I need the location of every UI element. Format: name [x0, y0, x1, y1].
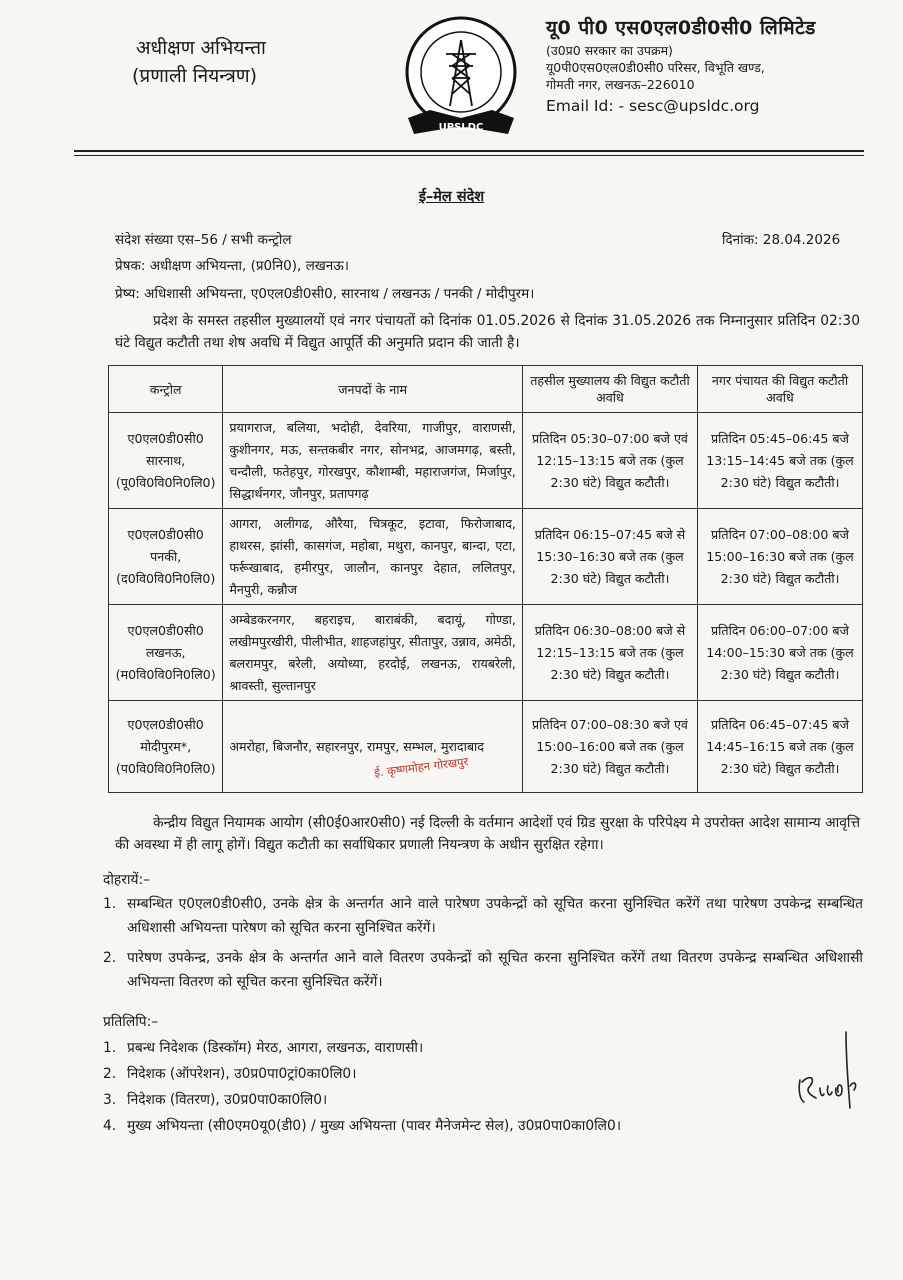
header-rule-bottom: [74, 155, 864, 156]
office-department: (प्रणाली नियन्त्रण): [132, 65, 258, 87]
signature-icon: [794, 1028, 864, 1118]
cell-control: ए0एल0डी0सी0 लखनऊ, (म0वि0वि0नि0लि0): [109, 605, 223, 701]
company-name: यू0 पी0 एस0एल0डी0सी0 लिमिटेड: [546, 17, 816, 39]
logo-text: UPSLDC: [438, 122, 484, 133]
cerc-paragraph: [115, 812, 860, 856]
intro-paragraph: [115, 310, 860, 354]
message-reference: संदेश संख्या एस–56 / सभी कन्ट्रोल: [115, 232, 292, 248]
list-number: 3.: [103, 1092, 117, 1108]
cell-tehsil-cut: प्रतिदिन 06:30–08:00 बजे से 12:15–13:15 बजे तक (कुल 2:30 घंटे) विद्युत कटौती।: [522, 605, 697, 701]
message-recipient: प्रेष्य: अधिशासी अभियन्ता, ए0एल0डी0सी0, सारनाथ / लखनऊ / पनकी / मोदीपुरम।: [115, 286, 535, 302]
list-number: 2.: [103, 950, 117, 966]
document-title-text: ई–मेल संदेश: [418, 189, 485, 205]
list-item: [103, 1088, 863, 1112]
list-number: 4.: [103, 1118, 117, 1134]
company-header: [546, 14, 886, 117]
header-rule-top: [74, 150, 864, 152]
cell-nagar-cut: प्रतिदिन 07:00–08:00 बजे 15:00–16:30 बजे तक (कुल 2:30 घंटे) विद्युत कटौती।: [698, 509, 863, 605]
header-districts: जनपदों के नाम: [223, 366, 523, 413]
company-subtitle: (उ0प्र0 सरकार का उपक्रम): [546, 43, 673, 58]
header-tehsil-cut: तहसील मुख्यालय की विद्युत कटौती अवधि: [522, 366, 697, 413]
table-row: [109, 605, 863, 701]
cell-control: ए0एल0डी0सी0 पनकी, (द0वि0वि0नि0लि0): [109, 509, 223, 605]
table-row: [109, 701, 863, 793]
cell-tehsil-cut: प्रतिदिन 07:00–08:30 बजे एवं 15:00–16:00 बजे तक (कुल 2:30 घंटे) विद्युत कटौती।: [522, 701, 697, 793]
list-item: [103, 1114, 863, 1138]
list-text: निदेशक (ऑपरेशन), उ0प्र0पा0ट्रां0का0लि0।: [127, 1066, 357, 1082]
list-number: 1.: [103, 1040, 117, 1056]
cell-districts: प्रयागराज, बलिया, भदोही, देवरिया, गाजीपुर, वाराणसी, कुशीनगर, मऊ, सन्तकबीर नगर, सोनभद्र, आजमगढ़, बस्ती, चन्दौली, फतेहपुर, गोरखपुर, कौशाम्बी, महाराजगंज, मिर्जापुर, सिद्धार्थनगर, जौनपुर, प्रतापगढ़: [223, 413, 523, 509]
red-name-stamp: ई. कृष्णमोहन गोरखपुर: [373, 754, 470, 780]
address-line-1: यू0पी0एस0एल0डी0सी0 परिसर, विभूति खण्ड,: [546, 60, 765, 75]
table-row: [109, 509, 863, 605]
cell-districts: अम्बेडकरनगर, बहराइच, बाराबंकी, बदायूं, गोण्डा, लखीमपुरखीरी, पीलीभीत, शाहजहांपुर, सीतापुर, उन्नाव, अमेठी, बलरामपुर, बरेली, अयोध्या, हरदोई, लखनऊ, रायबरेली, श्रावस्ती, सुल्तानपुर: [223, 605, 523, 701]
list-item: [103, 946, 863, 994]
issuing-office: [132, 34, 266, 90]
cerc-text: केन्द्रीय विद्युत नियामक आयोग (सी0ई0आर0सी0) नई दिल्ली के वर्तमान आदेशों एवं ग्रिड सुरक्षा के परिपेक्ष्य मे उपरोक्त आदेश सामान्य आवृत्ति की अवस्था में ही लागू होगें। विद्युत कटौती का सर्वाधिकार प्रणाली नियन्त्रण के अधीन सुरक्षित रहेगा।: [115, 815, 860, 853]
table-header-row: [109, 366, 863, 413]
cell-nagar-cut: प्रतिदिन 06:00–07:00 बजे 14:00–15:30 बजे तक (कुल 2:30 घंटे) विद्युत कटौती।: [698, 605, 863, 701]
office-designation: अधीक्षण अभियन्ता: [136, 37, 266, 59]
cell-tehsil-cut: प्रतिदिन 05:30–07:00 बजे एवं 12:15–13:15 बजे तक (कुल 2:30 घंटे) विद्युत कटौती।: [522, 413, 697, 509]
message-sender: प्रेषक: अधीक्षण अभियन्ता, (प्र0नि0), लखनऊ।: [115, 258, 349, 274]
cell-control: ए0एल0डी0सी0 सारनाथ, (पू0वि0वि0नि0लि0): [109, 413, 223, 509]
cell-districts: आगरा, अलीगढ, औरैया, चित्रकूट, इटावा, फिरोजाबाद, हाथरस, झांसी, कासगंज, महोबा, मथुरा, कानपुर, बान्दा, एटा, फर्रूखाबाद, हमीरपुर, जालौन, कानपुर देहात, ललितपुर, मैनपुरी, कन्नौज: [223, 509, 523, 605]
table-row: [109, 413, 863, 509]
intro-text: प्रदेश के समस्त तहसील मुख्यालयों एवं नगर पंचायतों को दिनांक 01.05.2026 से दिनांक 31.05.2026 तक निम्नानुसार प्रतिदिन 02:30 घंटे विद्युत कटौती तथा शेष अवधि में विद्युत आपूर्ति की अनुमति प्रदान की जाती है।: [115, 313, 860, 351]
upsldc-logo: [400, 14, 522, 142]
header-control: कन्ट्रोल: [109, 366, 223, 413]
list-text: सम्बन्धित ए0एल0डी0सी0, उनके क्षेत्र के अन्तर्गत आने वाले पारेषण उपकेन्द्रों को सूचित करना सुनिश्चित करेंगें तथा पारेषण उपकेन्द्र सम्बन्धित अधिशासी अभियन्ता पारेषण को सूचित करना सुनिश्चित करेंगें।: [127, 896, 863, 936]
list-text: मुख्य अभियन्ता (सी0एम0यू0(डी0) / मुख्य अभियन्ता (पावर मैनेजमेन्ट सेल), उ0प्र0पा0का0लि0।: [127, 1118, 622, 1134]
reminders-heading: दोहरायें:–: [103, 872, 150, 888]
list-text: प्रबन्ध निदेशक (डिस्कॉम) मेरठ, आगरा, लखनऊ, वाराणसी।: [127, 1040, 424, 1056]
list-number: 1.: [103, 896, 117, 912]
cell-nagar-cut: प्रतिदिन 05:45–06:45 बजे 13:15–14:45 बजे तक (कुल 2:30 घंटे) विद्युत कटौती।: [698, 413, 863, 509]
cell-tehsil-cut: प्रतिदिन 06:15–07:45 बजे से 15:30–16:30 बजे तक (कुल 2:30 घंटे) विद्युत कटौती।: [522, 509, 697, 605]
message-date: दिनांक: 28.04.2026: [722, 232, 841, 248]
list-item: [103, 1036, 863, 1060]
cell-nagar-cut: प्रतिदिन 06:45–07:45 बजे 14:45–16:15 बजे तक (कुल 2:30 घंटे) विद्युत कटौती।: [698, 701, 863, 793]
list-item: [103, 1062, 863, 1086]
document-title: [0, 186, 903, 206]
header-nagar-cut: नगर पंचायत की विद्युत कटौती अवधि: [698, 366, 863, 413]
copies-heading: प्रतिलिपि:–: [103, 1014, 159, 1030]
list-text: निदेशक (वितरण), उ0प्र0पा0का0लि0।: [127, 1092, 328, 1108]
list-text: पारेषण उपकेन्द्र, उनके क्षेत्र के अन्तर्गत आने वाले वितरण उपकेन्द्रों को सूचित करना सुनिश्चित करेंगें तथा वितरण उपकेन्द्र सम्बन्धित अधिशासी अभियन्ता वितरण को सूचित करना सुनिश्चित करेंगें।: [127, 950, 863, 990]
cell-districts: अमरोहा, बिजनौर, सहारनपुर, रामपुर, सम्भल, मुरादाबाद: [223, 701, 523, 793]
list-item: [103, 892, 863, 940]
cell-control: ए0एल0डी0सी0 मोदीपुरम*, (प0वि0वि0नि0लि0): [109, 701, 223, 793]
company-email: Email Id: - sesc@upsldc.org: [546, 97, 760, 115]
load-shedding-schedule-table: [108, 365, 863, 793]
address-line-2: गोमती नगर, लखनऊ–226010: [546, 77, 695, 92]
list-number: 2.: [103, 1066, 117, 1082]
